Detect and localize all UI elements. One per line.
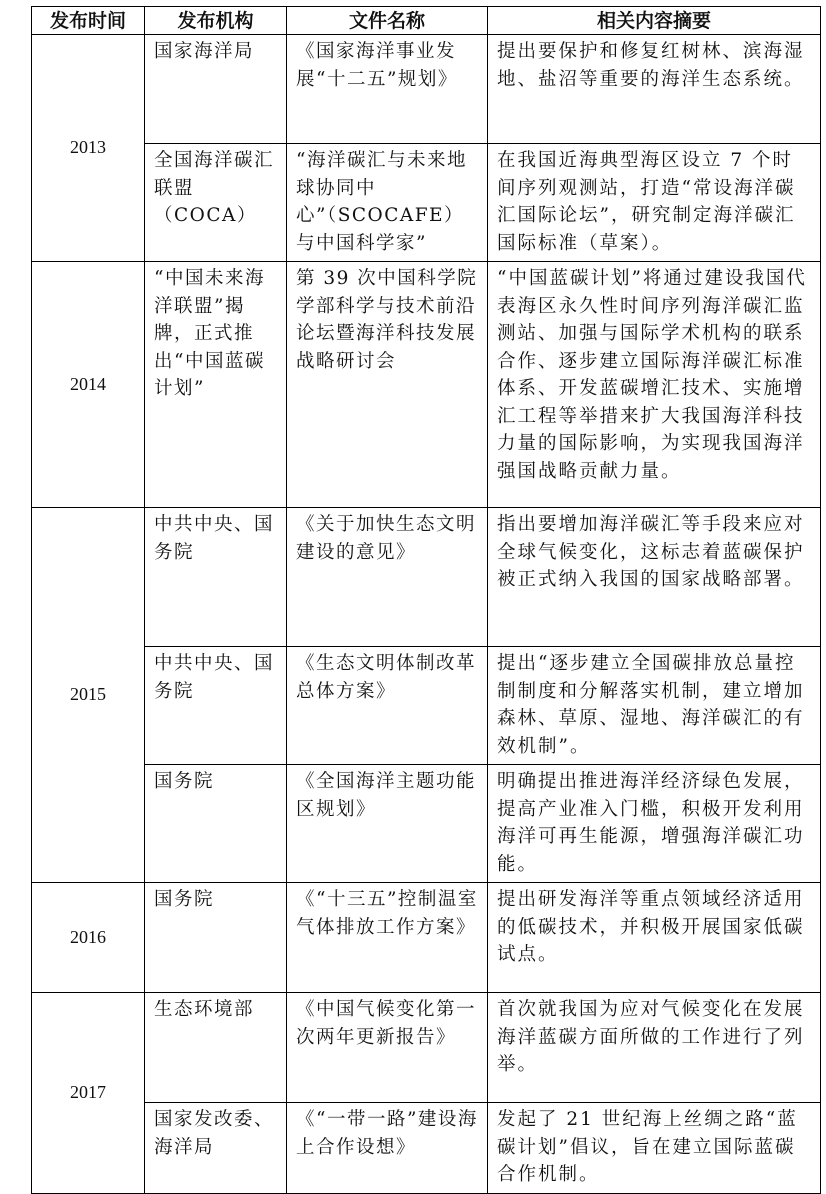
summary-cell: 指出要增加海洋碳汇等手段来应对全球气候变化，这标志着蓝碳保护被正式纳入我国的国家战略部署。: [488, 508, 821, 647]
year-cell: 2017: [32, 993, 145, 1194]
summary-cell: 首次就我国为应对气候变化在发展海洋蓝碳方面所做的工作进行了列举。: [488, 993, 821, 1103]
table-row: [32, 1103, 821, 1194]
header-summary: 相关内容摘要: [488, 7, 821, 35]
header-issuer: 发布机构: [145, 7, 287, 35]
table-row: [32, 262, 821, 508]
issuer-cell: 生态环境部: [145, 993, 287, 1103]
table-row: [32, 993, 821, 1103]
issuer-cell: 国务院: [145, 883, 287, 993]
table-row: [32, 647, 821, 765]
issuer-cell: 国家发改委、海洋局: [145, 1103, 287, 1194]
issuer-cell: 全国海洋碳汇联盟（COCA）: [145, 144, 287, 262]
issuer-cell: “中国未来海洋联盟”揭牌，正式推出“中国蓝碳计划”: [145, 262, 287, 508]
document-cell: “海洋碳汇与未来地球协同中心”（SCOCAFE）与中国科学家”: [287, 144, 488, 262]
issuer-cell: 国务院: [145, 765, 287, 883]
document-cell: 《中国气候变化第一次两年更新报告》: [287, 993, 488, 1103]
year-cell: 2014: [32, 262, 145, 508]
table-row: [32, 35, 821, 144]
header-release-time: 发布时间: [32, 7, 145, 35]
summary-cell: 提出“逐步建立全国碳排放总量控制制度和分解落实机制，建立增加森林、草原、湿地、海洋碳汇的有效机制”。: [488, 647, 821, 765]
summary-cell: 在我国近海典型海区设立 7 个时间序列观测站，打造“常设海洋碳汇国际论坛”，研究制定海洋碳汇国际标准（草案）。: [488, 144, 821, 262]
table-row: [32, 508, 821, 647]
year-cell: 2016: [32, 883, 145, 993]
year-cell: 2015: [32, 508, 145, 883]
document-cell: 《“一带一路”建设海上合作设想》: [287, 1103, 488, 1194]
summary-cell: 提出要保护和修复红树林、滨海湿地、盐沼等重要的海洋生态系统。: [488, 35, 821, 144]
document-cell: 《关于加快生态文明建设的意见》: [287, 508, 488, 647]
summary-cell: 发起了 21 世纪海上丝绸之路“蓝碳计划”倡议，旨在建立国际蓝碳合作机制。: [488, 1103, 821, 1194]
document-cell: 第 39 次中国科学院学部科学与技术前沿论坛暨海洋科技发展战略研讨会: [287, 262, 488, 508]
header-document-name: 文件名称: [287, 7, 488, 35]
document-cell: 《“十三五”控制温室气体排放工作方案》: [287, 883, 488, 993]
document-cell: 《全国海洋主题功能区规划》: [287, 765, 488, 883]
table-row: [32, 765, 821, 883]
summary-cell: 提出研发海洋等重点领域经济适用的低碳技术，并积极开展国家低碳试点。: [488, 883, 821, 993]
document-cell: 《生态文明体制改革总体方案》: [287, 647, 488, 765]
summary-cell: 明确提出推进海洋经济绿色发展，提高产业准入门槛，积极开发利用海洋可再生能源，增强海洋碳汇功能。: [488, 765, 821, 883]
year-cell: 2013: [32, 35, 145, 262]
table-header-row: [32, 7, 821, 35]
issuer-cell: 中共中央、国务院: [145, 647, 287, 765]
policy-table: [31, 6, 821, 1194]
table-row: [32, 144, 821, 262]
document-cell: 《国家海洋事业发展“十二五”规划》: [287, 35, 488, 144]
summary-cell: “中国蓝碳计划”将通过建设我国代表海区永久性时间序列海洋碳汇监测站、加强与国际学术机构的联系合作、逐步建立国际海洋碳汇标准体系、开发蓝碳增汇技术、实施增汇工程等举措来扩大我国海洋科技力量的国际影响，为实现我国海洋强国战略贡献力量。: [488, 262, 821, 508]
issuer-cell: 中共中央、国务院: [145, 508, 287, 647]
table-row: [32, 883, 821, 993]
issuer-cell: 国家海洋局: [145, 35, 287, 144]
